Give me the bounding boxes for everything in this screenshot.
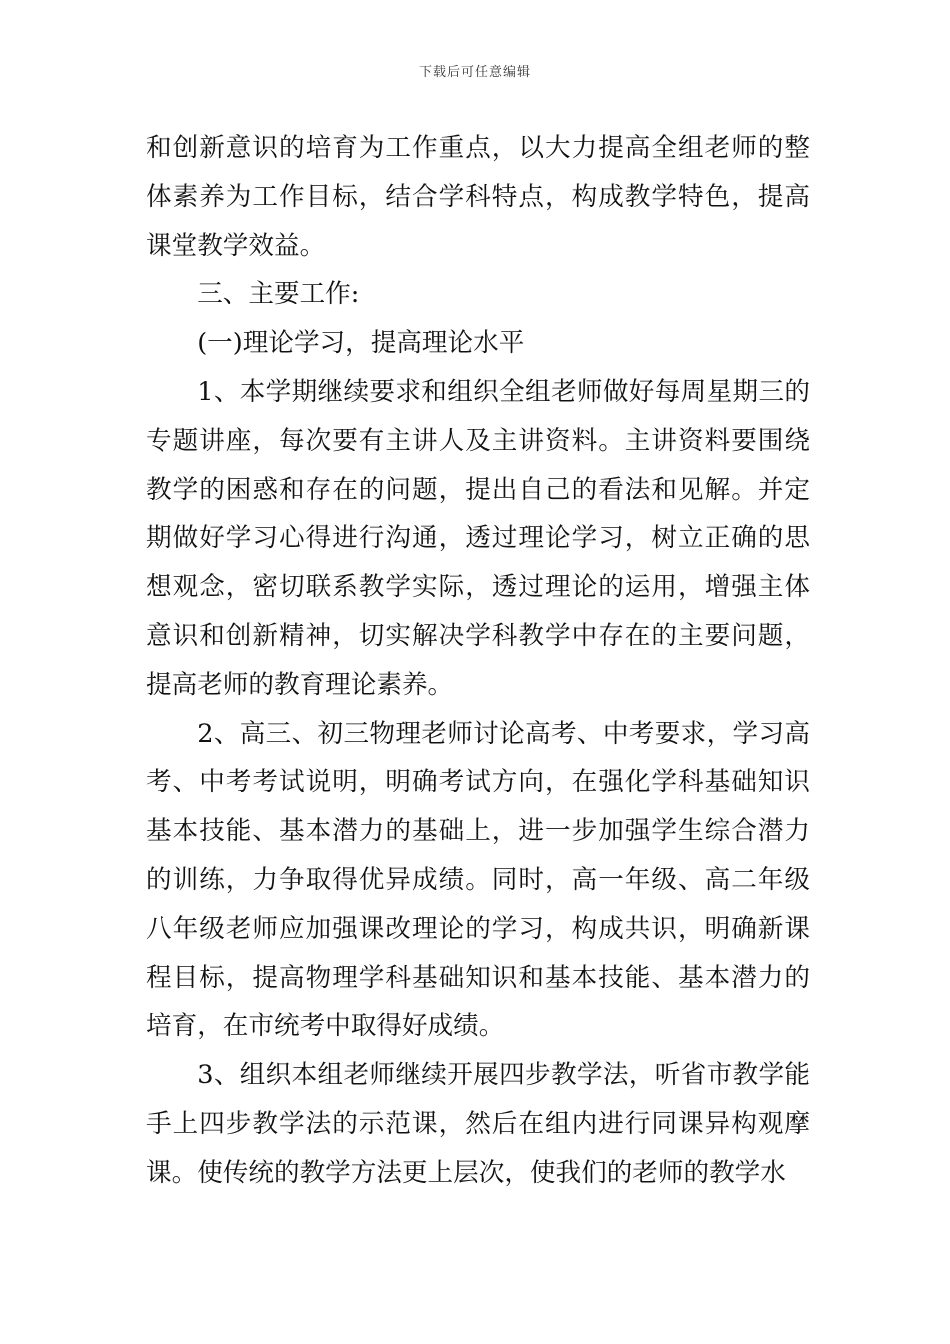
paragraph-item-2: 2、高三、初三物理老师讨论高考、中考要求，学习高考、中考考试说明，明确考试方向，在强化学科基础知识基本技能、基本潜力的基础上，进一步加强学生综合潜力的训练，力争取得优异成绩。同时，高一年级、高二年级八年级老师应加强课改理论的学习，构成共识，明确新课程目标，提高物理学科基础知识和基本技能、基本潜力的培育，在市统考中取得好成绩。 — [146, 718, 810, 1042]
paragraph-item-3: 3、组织本组老师继续开展四步教学法，听省市教学能手上四步教学法的示范课，然后在组内进行同课异构观摩课。使传统的教学方法更上层次，使我们的老师的教学水 — [146, 1060, 810, 1188]
paragraph-item-1: 1、本学期继续要求和组织全组老师做好每周星期三的专题讲座，每次要有主讲人及主讲资料。主讲资料要围绕教学的困惑和存在的问题，提出自己的看法和见解。并定期做好学习心得进行沟通，透过理论学习，树立正确的思想观念，密切联系教学实际，透过理论的运用，增强主体意识和创新精神，切实解决学科教学中存在的主要问题，提高老师的教育理论素养。 — [146, 376, 810, 700]
paragraph-continuation: 和创新意识的培育为工作重点，以大力提高全组老师的整体素养为工作目标，结合学科特点，构成教学特色，提高课堂教学效益。 — [146, 133, 810, 261]
section-heading-main-work: 三、主要工作: — [197, 279, 360, 310]
subsection-heading-theory-study: (一)理论学习，提高理论水平 — [197, 328, 525, 359]
document-body — [146, 124, 810, 1198]
page-header: 下载后可任意编辑 — [418, 65, 531, 80]
